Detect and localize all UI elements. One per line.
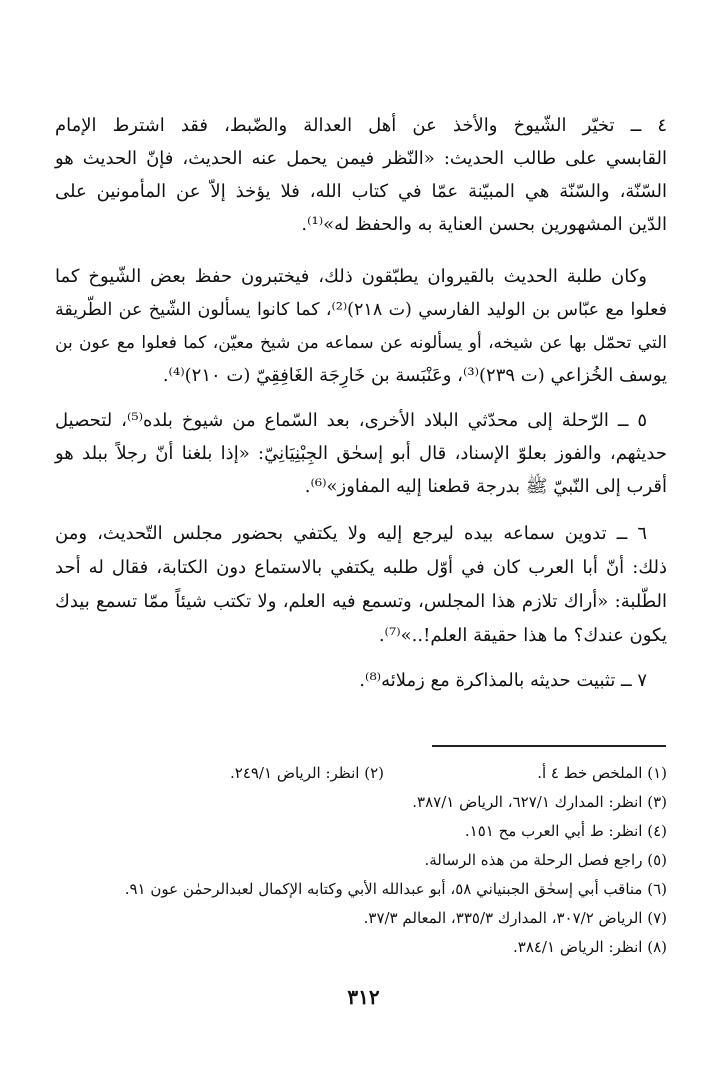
- body-line: ٤ ــ تخيّر الشّيوخ والأخذ عن أهل العدالة والضّبط، فقد اشترط الإمام: [55, 115, 667, 136]
- body-line: يوسف الخُزاعي (ت ٢٣٩)⁽³⁾، وعَنْبَسة بن خَارِجَة الغَافِقِيّ (ت ٢١٠)⁽⁴⁾.: [162, 365, 667, 386]
- body-line: وكان طلبة الحديث بالقيروان يطبّقون ذلك، فيختبرون حفظ بعض الشّيوخ كما: [55, 266, 647, 287]
- footnote: (٢) انظر: الرياض ٢٤٩/١.: [229, 764, 384, 782]
- body-line: يكون عندك؟ ما هذا حقيقة العلم!..»⁽⁷⁾.: [378, 625, 667, 646]
- footnote: (٥) راجع فصل الرحلة من هذه الرسالة.: [424, 851, 667, 869]
- body-line: ٥ ــ الرّحلة إلى محدّثي البلاد الأخرى، بعد السّماع من شيوخ بلده⁽⁵⁾، لتحصيل: [55, 410, 647, 431]
- footnote-row: [55, 762, 667, 788]
- footnote: (٤) انظر: ط أبي العرب مح ١٥١.: [464, 822, 667, 840]
- body-line: التي تحمّل بها عن شيخه، أو يسألونه عن سماعه من شيخ معيّن، كما فعلوا مع عون بن: [55, 333, 667, 353]
- body-line: ذلك: أنّ أبا العرب كان في أوّل طلبه يكتفي بالاستماع دون الكتابة، فقال له أحد: [55, 557, 667, 578]
- footnote: (٧) الرياض ٣٠٧/٢، المدارك ٣٣٥/٣، المعالم ٣٧/٣.: [363, 909, 667, 927]
- body-line: أقرب إلى النّبيّ ﷺ بدرجة قطعنا إليه المفاوز»⁽⁶⁾.: [304, 476, 667, 497]
- body-line: حديثهم، والفوز بعلوّ الإسناد، قال أبو إسحٰق الجِبْنِيَانِيّ: «إذا بلغنا أنّ رجلاً ببلد هو: [55, 443, 668, 464]
- footnote-separator: [432, 745, 666, 747]
- page-number: ٣١٢: [347, 985, 380, 1009]
- footnote: (٨) انظر: الرياض ٣٨٤/١.: [512, 938, 667, 956]
- body-line: ٧ ــ تثبيت حديثه بالمذاكرة مع زملائه⁽⁸⁾.: [359, 670, 647, 691]
- footnote: (٣) انظر: المدارك ٦٢٧/١، الرياض ٣٨٧/١.: [412, 793, 667, 811]
- body-line: فعلوا مع عبّاس بن الوليد الفارسي (ت ٢١٨)⁽²⁾، كما كانوا يسألون الشّيخ عن الطّريقة: [55, 300, 667, 320]
- footnote: (١) الملخص خط ٤ أ.: [537, 764, 667, 782]
- footnote: (٦) مناقب أبي إسحٰق الجبنياني ٥٨، أبو عبدالله الأبي وكتابه الإكمال لعبدالرحمٰن عون ٩١.: [124, 880, 667, 898]
- body-line: الطّلبة: «أراك تلازم هذا المجلس، وتسمع فيه العلم، ولا تكتب شيئاً ممّا تسمع بيدك: [55, 591, 667, 612]
- body-line: ٦ ــ تدوين سماعه بيده ليرجع إليه ولا يكتفي بحضور مجلس التّحديث، ومن: [55, 523, 647, 544]
- body-line: السّنّة، والسّنّة هي المبيّنة عمّا في كتاب الله، فلا يؤخذ إلاّ عن المأمونين على: [55, 181, 667, 202]
- body-line: الدّين المشهورين بحسن العناية به والحفظ له»⁽¹⁾.: [301, 214, 667, 235]
- body-line: القابسي على طالب الحديث: «النّظر فيمن يحمل عنه الحديث، فإنّ الحديث هو: [55, 148, 667, 169]
